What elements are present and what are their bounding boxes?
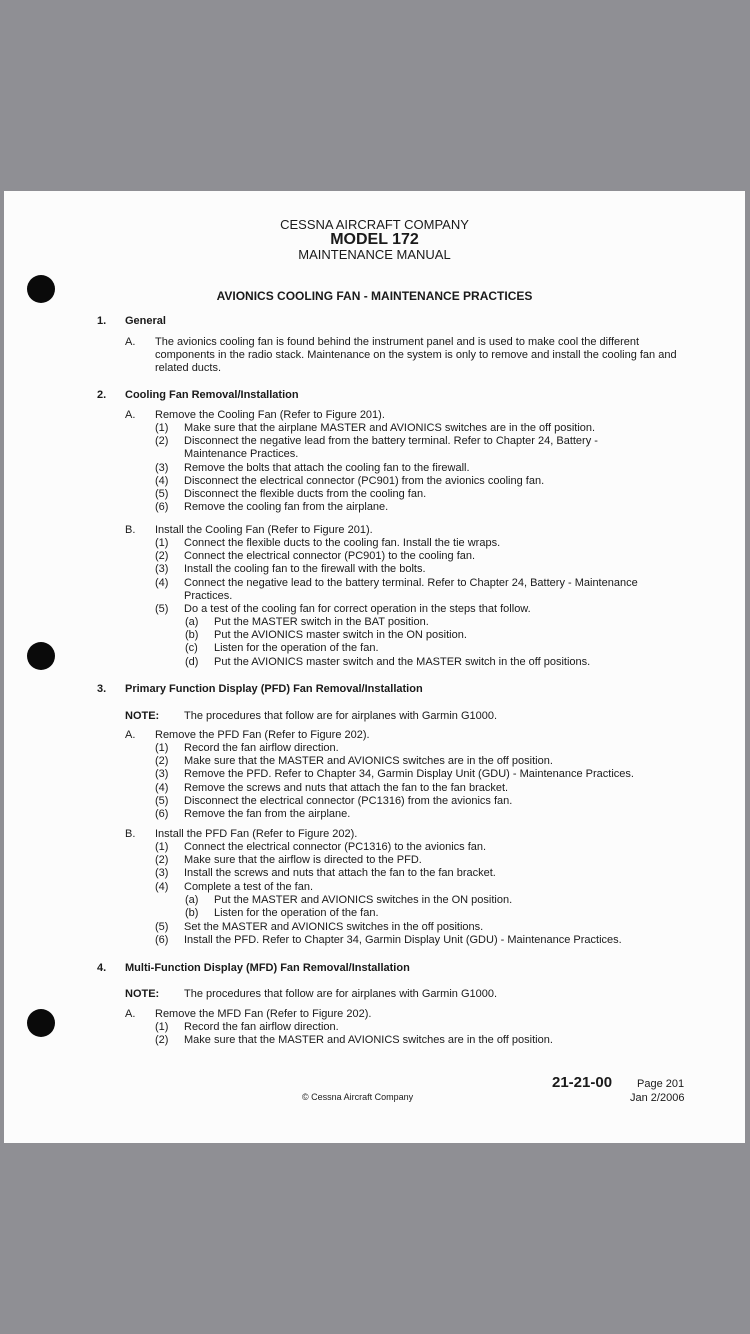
- paragraph-text: Remove the PFD Fan (Refer to Figure 202).: [155, 729, 370, 741]
- section-heading: Multi-Function Display (MFD) Fan Removal/Installation: [125, 962, 410, 974]
- step-text: Put the MASTER and AVIONICS switches in the ON position.: [214, 894, 513, 906]
- paragraph-text: Remove the Cooling Fan (Refer to Figure 201).: [155, 409, 385, 421]
- step-text: Make sure that the MASTER and AVIONICS switches are in the off position.: [184, 755, 553, 768]
- step-text: Do a test of the cooling fan for correct operation in the steps that follow.: [184, 603, 531, 615]
- step-text: Install the screws and nuts that attach the fan to the fan bracket.: [184, 867, 496, 880]
- section-heading: General: [125, 315, 166, 327]
- manual-name: MAINTENANCE MANUAL: [298, 247, 451, 262]
- step-text: Put the AVIONICS master switch and the MASTER switch in the off positions.: [214, 655, 591, 668]
- section-number: 2.: [97, 389, 107, 401]
- step-number: (3): [155, 768, 169, 781]
- step-number: (5): [155, 488, 169, 500]
- revision-date: Jan 2/2006: [630, 1092, 685, 1104]
- company-name: CESSNA AIRCRAFT COMPANY: [280, 217, 469, 232]
- step-number: (1): [155, 422, 169, 434]
- step-number: (1): [155, 537, 169, 549]
- paragraph-letter: B.: [125, 828, 136, 840]
- step-number: (6): [155, 501, 169, 514]
- step-number: (5): [155, 603, 169, 615]
- step-number: (d): [185, 655, 199, 668]
- step-number: (1): [155, 742, 169, 754]
- paragraph-text: Install the PFD Fan (Refer to Figure 202).: [155, 828, 358, 840]
- step-text: Remove the bolts that attach the cooling fan to the firewall.: [184, 461, 470, 474]
- step-text: Record the fan airflow direction.: [184, 742, 339, 754]
- step-text: Set the MASTER and AVIONICS switches in the off positions.: [184, 921, 484, 933]
- binder-hole-icon: [27, 1009, 55, 1037]
- paragraph-letter: A.: [125, 1008, 136, 1020]
- step-number: (2): [155, 854, 169, 867]
- model-title: MODEL 172: [330, 231, 419, 248]
- paragraph-text: The avionics cooling fan is found behind the instrument panel and is used to make cool the different components in the radio stack. Maintenance on the system is only to remove and install the cooling fan and related ducts.: [155, 336, 677, 374]
- step-number: (4): [155, 781, 169, 794]
- step-text: Make sure that the MASTER and AVIONICS switches are in the off position.: [184, 1034, 553, 1047]
- step-text: Remove the fan from the airplane.: [184, 808, 351, 820]
- note-label: NOTE:: [125, 710, 160, 722]
- doc-number: 21-21-00: [552, 1074, 613, 1091]
- step-text: Put the MASTER switch in the BAT position.: [214, 616, 429, 628]
- step-text: Connect the electrical connector (PC1316) to the avionics fan.: [184, 841, 487, 853]
- paragraph-letter: A.: [125, 336, 136, 348]
- step-number: (c): [185, 642, 198, 655]
- step-number: (2): [155, 755, 169, 768]
- step-text: Connect the electrical connector (PC901) to the cooling fan.: [184, 550, 476, 563]
- step-number: (4): [155, 880, 169, 893]
- step-text: Listen for the operation of the fan.: [214, 642, 379, 655]
- section-number: 3.: [97, 683, 107, 695]
- step-number: (3): [155, 563, 169, 576]
- note-text: The procedures that follow are for airplanes with Garmin G1000.: [184, 710, 498, 722]
- step-number: (b): [185, 629, 199, 642]
- paragraph-text: Install the Cooling Fan (Refer to Figure 201).: [155, 524, 373, 536]
- step-text: Disconnect the electrical connector (PC1316) from the avionics fan.: [184, 794, 513, 807]
- section-heading: Primary Function Display (PFD) Fan Removal/Installation: [125, 683, 423, 695]
- step-text: Make sure that the airflow is directed to the PFD.: [184, 854, 422, 867]
- page-title: AVIONICS COOLING FAN - MAINTENANCE PRACTICES: [216, 289, 533, 303]
- page-number: Page 201: [637, 1078, 685, 1090]
- step-number: (b): [185, 907, 199, 920]
- note-text: The procedures that follow are for airplanes with Garmin G1000.: [184, 988, 498, 1000]
- step-text: Disconnect the electrical connector (PC901) from the avionics cooling fan.: [184, 474, 545, 487]
- step-text: Listen for the operation of the fan.: [214, 907, 379, 920]
- step-number: (2): [155, 550, 169, 563]
- step-number: (3): [155, 461, 169, 474]
- step-text: Remove the screws and nuts that attach the fan to the fan bracket.: [184, 781, 509, 794]
- step-text: Make sure that the airplane MASTER and AVIONICS switches are in the off position.: [184, 422, 596, 434]
- section-number: 1.: [97, 315, 107, 327]
- paragraph-text: Remove the MFD Fan (Refer to Figure 202).: [155, 1008, 372, 1020]
- step-number: (6): [155, 808, 169, 820]
- section-heading: Cooling Fan Removal/Installation: [125, 389, 299, 401]
- step-number: (1): [155, 841, 169, 853]
- step-text: Complete a test of the fan.: [184, 880, 314, 893]
- step-text: Remove the PFD. Refer to Chapter 34, Garmin Display Unit (GDU) - Maintenance Practices.: [184, 768, 634, 781]
- step-text: Practices.: [184, 589, 233, 602]
- step-number: (3): [155, 867, 169, 880]
- step-number: (6): [155, 934, 169, 947]
- step-text: Install the cooling fan to the firewall with the bolts.: [184, 563, 426, 576]
- manual-page: [4, 191, 745, 1143]
- step-text: Connect the negative lead to the battery terminal. Refer to Chapter 24, Battery - Maintenance: [184, 576, 638, 589]
- step-number: (4): [155, 576, 169, 589]
- note-label: NOTE:: [125, 988, 160, 1000]
- step-number: (4): [155, 474, 169, 487]
- step-number: (5): [155, 921, 169, 933]
- copyright: © Cessna Aircraft Company: [302, 1092, 414, 1102]
- step-text: Maintenance Practices.: [184, 448, 299, 461]
- step-number: (1): [155, 1021, 169, 1033]
- binder-hole-icon: [27, 642, 55, 670]
- step-text: Disconnect the negative lead from the battery terminal. Refer to Chapter 24, Battery -: [184, 435, 598, 448]
- paragraph-letter: A.: [125, 409, 136, 421]
- step-number: (a): [185, 894, 199, 906]
- section-number: 4.: [97, 962, 107, 974]
- step-text: Record the fan airflow direction.: [184, 1021, 339, 1033]
- step-number: (a): [185, 616, 199, 628]
- step-text: Connect the flexible ducts to the cooling fan. Install the tie wraps.: [184, 537, 501, 549]
- step-text: Disconnect the flexible ducts from the cooling fan.: [184, 488, 427, 500]
- step-number: (5): [155, 794, 169, 807]
- paragraph-letter: A.: [125, 729, 136, 741]
- paragraph-letter: B.: [125, 524, 136, 536]
- step-number: (2): [155, 435, 169, 448]
- step-text: Remove the cooling fan from the airplane.: [184, 501, 389, 514]
- step-text: Install the PFD. Refer to Chapter 34, Garmin Display Unit (GDU) - Maintenance Practices.: [184, 934, 622, 947]
- step-text: Put the AVIONICS master switch in the ON position.: [214, 629, 467, 642]
- step-number: (2): [155, 1034, 169, 1047]
